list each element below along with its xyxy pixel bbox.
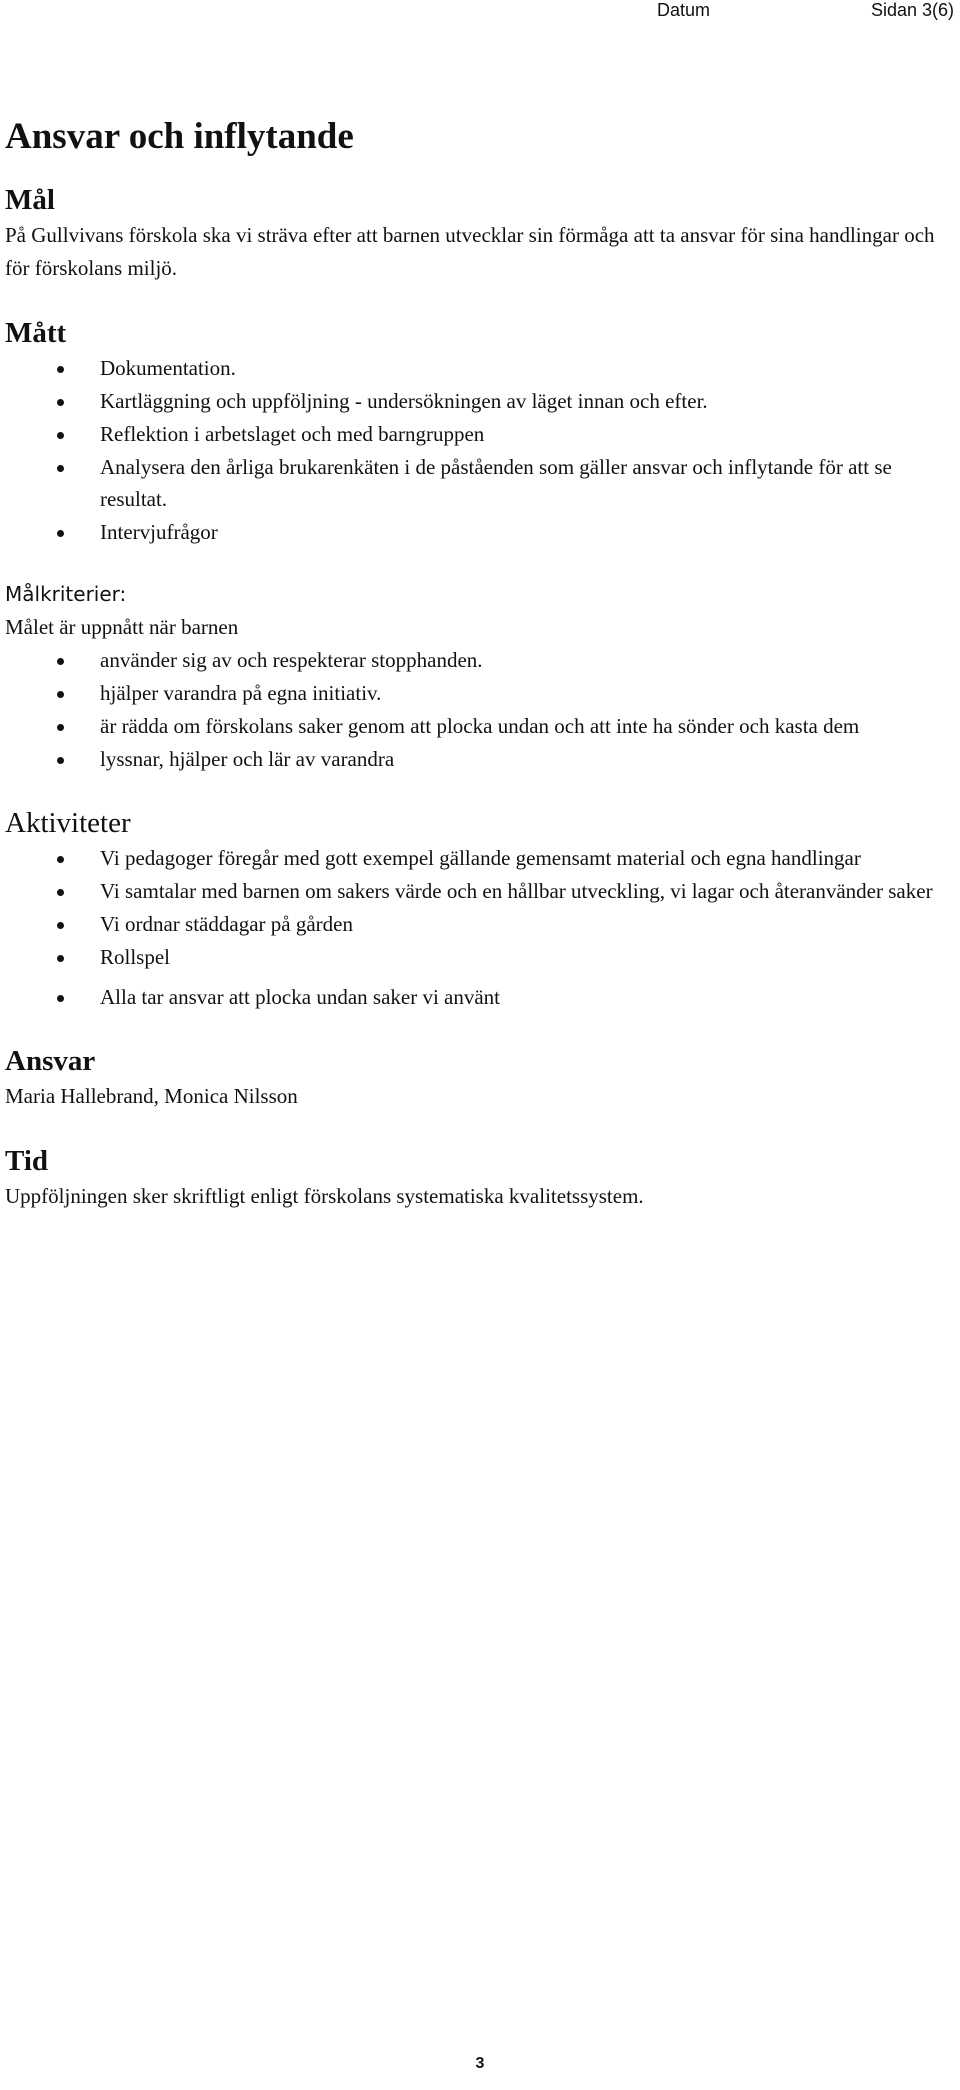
tid-text: Uppföljningen sker skriftligt enligt förskolans systematiska kvalitetssystem.: [5, 1184, 644, 1208]
document-body: [5, 112, 955, 1243]
section-ansvar: [5, 1043, 955, 1113]
section-matt: [5, 315, 955, 548]
page-header: [0, 0, 960, 24]
section-heading-ansvar: Ansvar: [5, 1045, 96, 1077]
bullet-icon: [57, 724, 64, 731]
kriterier-intro: Målet är uppnått när barnen: [5, 615, 239, 639]
bullet-icon: [57, 889, 64, 896]
list-item: Vi ordnar städdagar på gården: [5, 908, 955, 940]
list-item: Analysera den årliga brukarenkäten i de påståenden som gäller ansvar och inflytande för att se resultat.: [5, 451, 955, 515]
bullet-icon: [57, 757, 64, 764]
list-item: Rollspel: [5, 941, 955, 973]
list-item: Dokumentation.: [5, 352, 955, 384]
bullet-icon: [57, 856, 64, 863]
list-item: Reflektion i arbetslaget och med barngruppen: [5, 418, 955, 450]
kriterier-list: [5, 644, 955, 775]
page-number: 3: [475, 2055, 485, 2072]
kriterier-heading: Målkriterier:: [5, 582, 127, 606]
matt-list: [5, 352, 955, 548]
list-item: Vi samtalar med barnen om sakers värde och en hållbar utveckling, vi lagar och återanvänder saker: [5, 875, 955, 907]
list-item: använder sig av och respekterar stopphanden.: [5, 644, 955, 676]
bullet-icon: [57, 465, 64, 472]
section-kriterier: [5, 578, 955, 775]
list-item: Alla tar ansvar att plocka undan saker vi använt: [5, 981, 955, 1013]
section-heading-matt: Mått: [5, 317, 67, 349]
document-title: Ansvar och inflytande: [5, 116, 354, 157]
section-heading-aktiviteter: Aktiviteter: [5, 807, 131, 839]
list-item: lyssnar, hjälper och lär av varandra: [5, 743, 955, 775]
section-tid: [5, 1143, 955, 1213]
bullet-icon: [57, 366, 64, 373]
bullet-icon: [57, 658, 64, 665]
bullet-icon: [57, 399, 64, 406]
bullet-icon: [57, 922, 64, 929]
section-heading-tid: Tid: [5, 1145, 49, 1177]
list-item: Kartläggning och uppföljning - undersökningen av läget innan och efter.: [5, 385, 955, 417]
section-aktiviteter: [5, 805, 955, 1013]
list-item: Vi pedagoger föregår med gott exempel gällande gemensamt material och egna handlingar: [5, 842, 955, 874]
section-heading-mal: Mål: [5, 184, 55, 216]
list-item: hjälper varandra på egna initiativ.: [5, 677, 955, 709]
section-mal: [5, 182, 955, 285]
bullet-icon: [57, 691, 64, 698]
bullet-icon: [57, 530, 64, 537]
ansvar-text: Maria Hallebrand, Monica Nilsson: [5, 1084, 298, 1108]
list-item: är rädda om förskolans saker genom att plocka undan och att inte ha sönder och kasta dem: [5, 710, 955, 742]
bullet-icon: [57, 955, 64, 962]
header-page-indicator: Sidan 3(6): [870, 0, 954, 20]
aktiviteter-list: [5, 842, 955, 1013]
mal-text: På Gullvivans förskola ska vi sträva efter att barnen utvecklar sin förmåga att ta ansvar för sina handlingar och för förskolans miljö.: [5, 223, 935, 280]
bullet-icon: [57, 995, 64, 1002]
header-date: Datum: [657, 0, 711, 20]
list-item: Intervjufrågor: [5, 516, 955, 548]
bullet-icon: [57, 432, 64, 439]
